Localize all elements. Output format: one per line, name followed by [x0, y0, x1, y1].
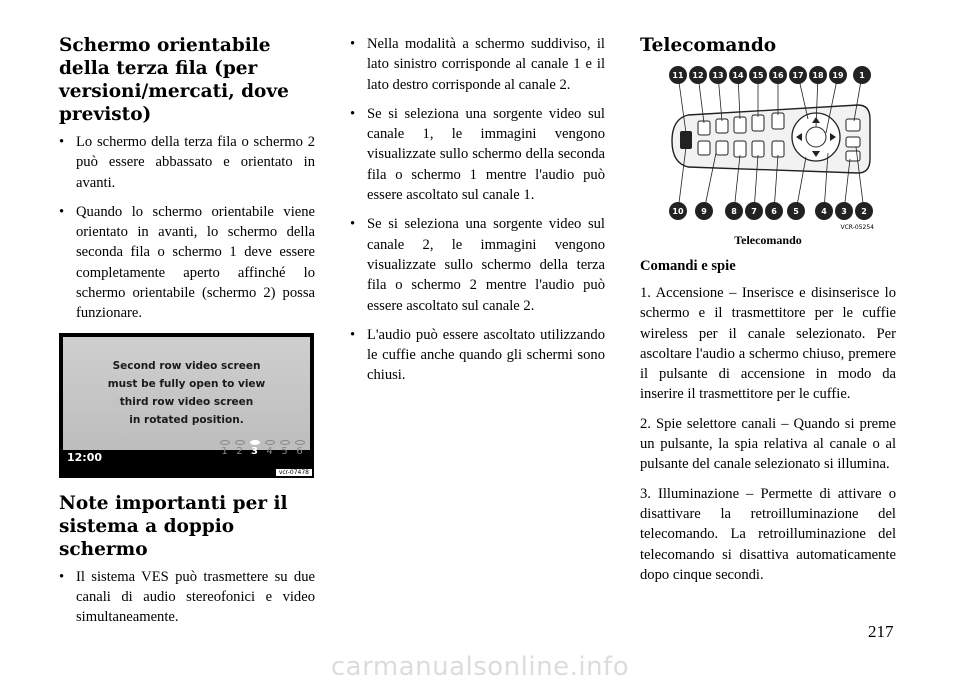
callout-label: 7: [751, 207, 757, 216]
callout-label: 8: [731, 207, 737, 216]
channel-indicator: [280, 440, 289, 457]
eye-icon: [235, 440, 245, 445]
channel-number: 2: [236, 445, 243, 457]
eye-icon: [220, 440, 230, 445]
remote-illustration: [658, 63, 878, 233]
callout-label: 5: [793, 207, 799, 216]
channel-number: 6: [296, 445, 303, 457]
figure-code: VCR-05254: [840, 224, 874, 231]
bullet-item: • Se si seleziona una sorgente video sul canale 1, le immagini vengono visualizzate sullo schermo della seconda fila o schermo 1 mentre l'audio può essere ascoltato sul canale 1.: [350, 104, 605, 205]
figure-code: vcr-07478: [276, 469, 312, 476]
paragraph: 1. Accensione – Inserisce e disinserisce lo schermo e il trasmettitore per le cuffie wireless per il canale selezionato. Per ascoltare l'audio a schermo chiuso, premere il pulsante di accensione in modo da inserire il trasmettitore per le cuffie.: [640, 285, 896, 403]
channel-indicator: [295, 440, 304, 457]
callout-label: 17: [792, 71, 804, 80]
column-left: [59, 34, 315, 637]
section-title-dual-screen: Note importanti per il sistema a doppio schermo: [59, 492, 288, 560]
column-right: [640, 34, 896, 594]
watermark: carmanualsonline.info: [330, 652, 630, 678]
callout-label: 12: [692, 71, 704, 80]
channel-indicator: [265, 440, 274, 457]
callout-label: 16: [772, 71, 784, 80]
callout-label: 18: [812, 71, 824, 80]
subheading-controls: Comandi e spie: [640, 258, 736, 274]
eye-icon: [250, 440, 260, 445]
eye-icon: [265, 440, 275, 445]
callout-label: 11: [672, 71, 684, 80]
bullet-item: • Se si seleziona una sorgente video sul canale 2, le immagini vengono visualizzate sullo schermo della terza fila o schermo 2 mentre l'audio può essere ascoltato sul canale 2.: [350, 214, 605, 315]
paragraph: 2. Spie selettore canali – Quando si preme un pulsante, la spia relativa al canale o al pulsante del canale selezionato si illumina.: [640, 415, 896, 473]
bullet-list-rotating-screen: [59, 132, 315, 324]
channel-number: 1: [221, 445, 228, 457]
screen-illustration: [59, 333, 314, 478]
channel-indicators: [220, 440, 304, 457]
bullet-item: • Lo schermo della terza fila o schermo 2 può essere abbassato e orientato in avanti.: [59, 132, 315, 193]
remote-diagram: [658, 63, 878, 233]
bullet-item: • Nella modalità a schermo suddiviso, il lato sinistro corrisponde al canale 1 e il lato destro corrisponde al canale 2.: [350, 34, 605, 95]
channel-indicator: [220, 440, 229, 457]
eye-icon: [280, 440, 290, 445]
bullet-item: • Quando lo schermo orientabile viene orientato in avanti, lo schermo della seconda fila o schermo 1 deve essere completamente aperto affinché lo schermo orientabile (schermo 2) possa funzionare.: [59, 202, 315, 324]
figure-caption: Telecomando: [734, 233, 802, 247]
screen-status-bar: [63, 445, 310, 466]
screen-clock: 12:00: [67, 450, 103, 464]
callout-label: 6: [771, 207, 777, 216]
callout-label: 15: [752, 71, 764, 80]
screen-message-line: in rotated position.: [129, 413, 244, 426]
bullet-list-channels: [350, 34, 605, 386]
paragraph: 3. Illuminazione – Permette di attivare o disattivare la retroilluminazione del telecomando. La retroilluminazione del telecomando si disattiva automaticamente dopo cinque secondi.: [640, 485, 896, 583]
callout-label: 3: [841, 207, 847, 216]
callout-label: 10: [672, 207, 684, 216]
bullet-item: • Il sistema VES può trasmettere su due canali di audio stereofonici e video simultaneamente.: [59, 567, 315, 628]
bullet-list-dual-screen: [59, 567, 315, 628]
column-middle: [350, 34, 605, 395]
callout-label: 2: [861, 207, 867, 216]
section-title-rotating-screen: Schermo orientabile della terza fila (per versioni/mercati, dove previsto): [59, 35, 289, 125]
channel-number: 5: [281, 445, 288, 457]
callout-label: 1: [859, 71, 865, 80]
callout-label: 4: [821, 207, 827, 216]
channel-number: 4: [266, 445, 273, 457]
channel-indicator: [235, 440, 244, 457]
callout-label: 9: [701, 207, 707, 216]
screen-message-line: third row video screen: [119, 395, 254, 408]
screen-message-line: Second row video screen: [112, 359, 261, 372]
screen-message: [63, 357, 310, 429]
callout-label: 14: [732, 71, 744, 80]
bullet-item: • L'audio può essere ascoltato utilizzando le cuffie anche quando gli schermi sono chiusi.: [350, 325, 605, 386]
section-title-remote: Telecomando: [640, 35, 777, 56]
channel-indicator-active: [250, 440, 259, 457]
page-number: 217: [868, 622, 894, 641]
callout-label: 19: [832, 71, 844, 80]
screen-display: [63, 337, 310, 450]
eye-icon: [295, 440, 305, 445]
callout-label: 13: [712, 71, 724, 80]
screen-message-line: must be fully open to view: [107, 377, 266, 390]
channel-number: 3: [251, 445, 258, 457]
